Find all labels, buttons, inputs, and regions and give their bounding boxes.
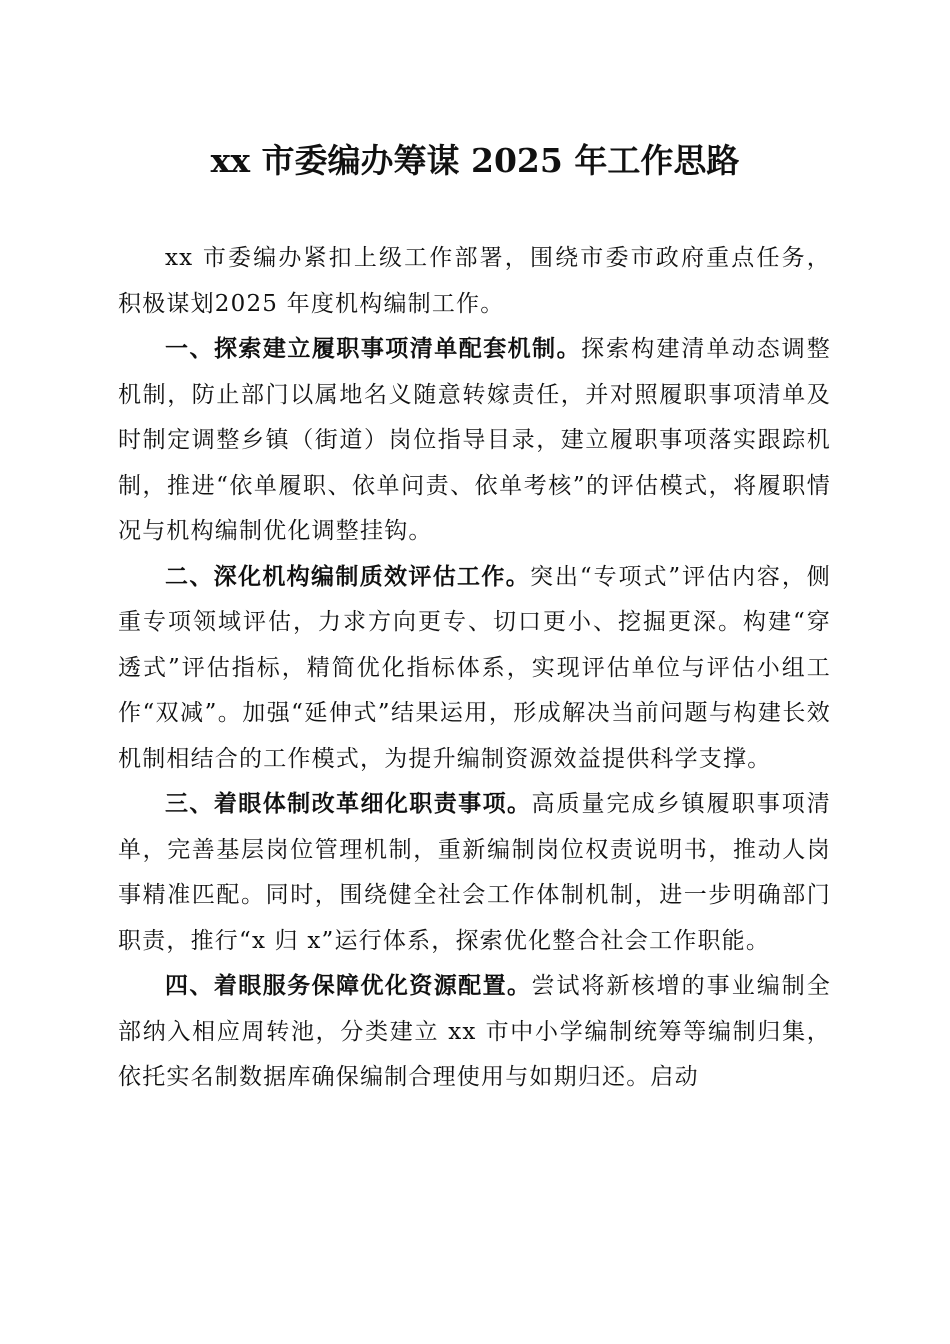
section-1-paragraph <box>118 327 831 555</box>
paragraph-text: xx 市委编办紧扣上级工作部署，围绕市委市政府重点任务，积极谋划2025 年度机构编制工作。 <box>118 245 831 317</box>
section-3-paragraph <box>118 782 831 964</box>
intro-paragraph <box>118 236 831 327</box>
section-2-text: 突出“专项式”评估内容，侧重专项领域评估，力求方向更专、切口更小、挖掘更深。构建“穿透式”评估指标，精简优化指标体系，实现评估单位与评估小组工作“双减”。加强“延伸式”结果运用，形成解决当前问题与构建长效机制相结合的工作模式，为提升编制资源效益提供科学支撑。 <box>118 563 831 772</box>
section-4-heading: 四、着眼服务保障优化资源配置。 <box>165 973 532 999</box>
section-3-heading: 三、着眼体制改革细化职责事项。 <box>165 791 532 817</box>
document-title: xx 市委编办筹谋 2025 年工作思路 <box>210 141 740 180</box>
section-3-text: 高质量完成乡镇履职事项清单，完善基层岗位管理机制，重新编制岗位权责说明书，推动人岗事精准匹配。同时，围绕健全社会工作体制机制，进一步明确部门职责，推行“x 归 x”运行体系，探索优化整合社会工作职能。 <box>118 791 832 954</box>
section-2-paragraph <box>118 555 831 783</box>
section-1-heading: 一、探索建立履职事项清单配套机制。 <box>165 336 582 362</box>
section-4-text: 尝试将新核增的事业编制全部纳入相应周转池，分类建立 xx 市中小学编制统筹等编制归集，依托实名制数据库确保编制合理使用与如期归还。启动 <box>118 973 832 1090</box>
section-1-text: 探索构建清单动态调整机制，防止部门以属地名义随意转嫁责任，并对照履职事项清单及时制定调整乡镇（街道）岗位指导目录，建立履职事项落实跟踪机制，推进“依单履职、依单问责、依单考核”的评估模式，将履职情况与机构编制优化调整挂钩。 <box>118 336 832 544</box>
section-2-heading: 二、深化机构编制质效评估工作。 <box>165 563 531 590</box>
section-4-paragraph <box>118 964 831 1101</box>
document-body <box>118 236 831 1101</box>
